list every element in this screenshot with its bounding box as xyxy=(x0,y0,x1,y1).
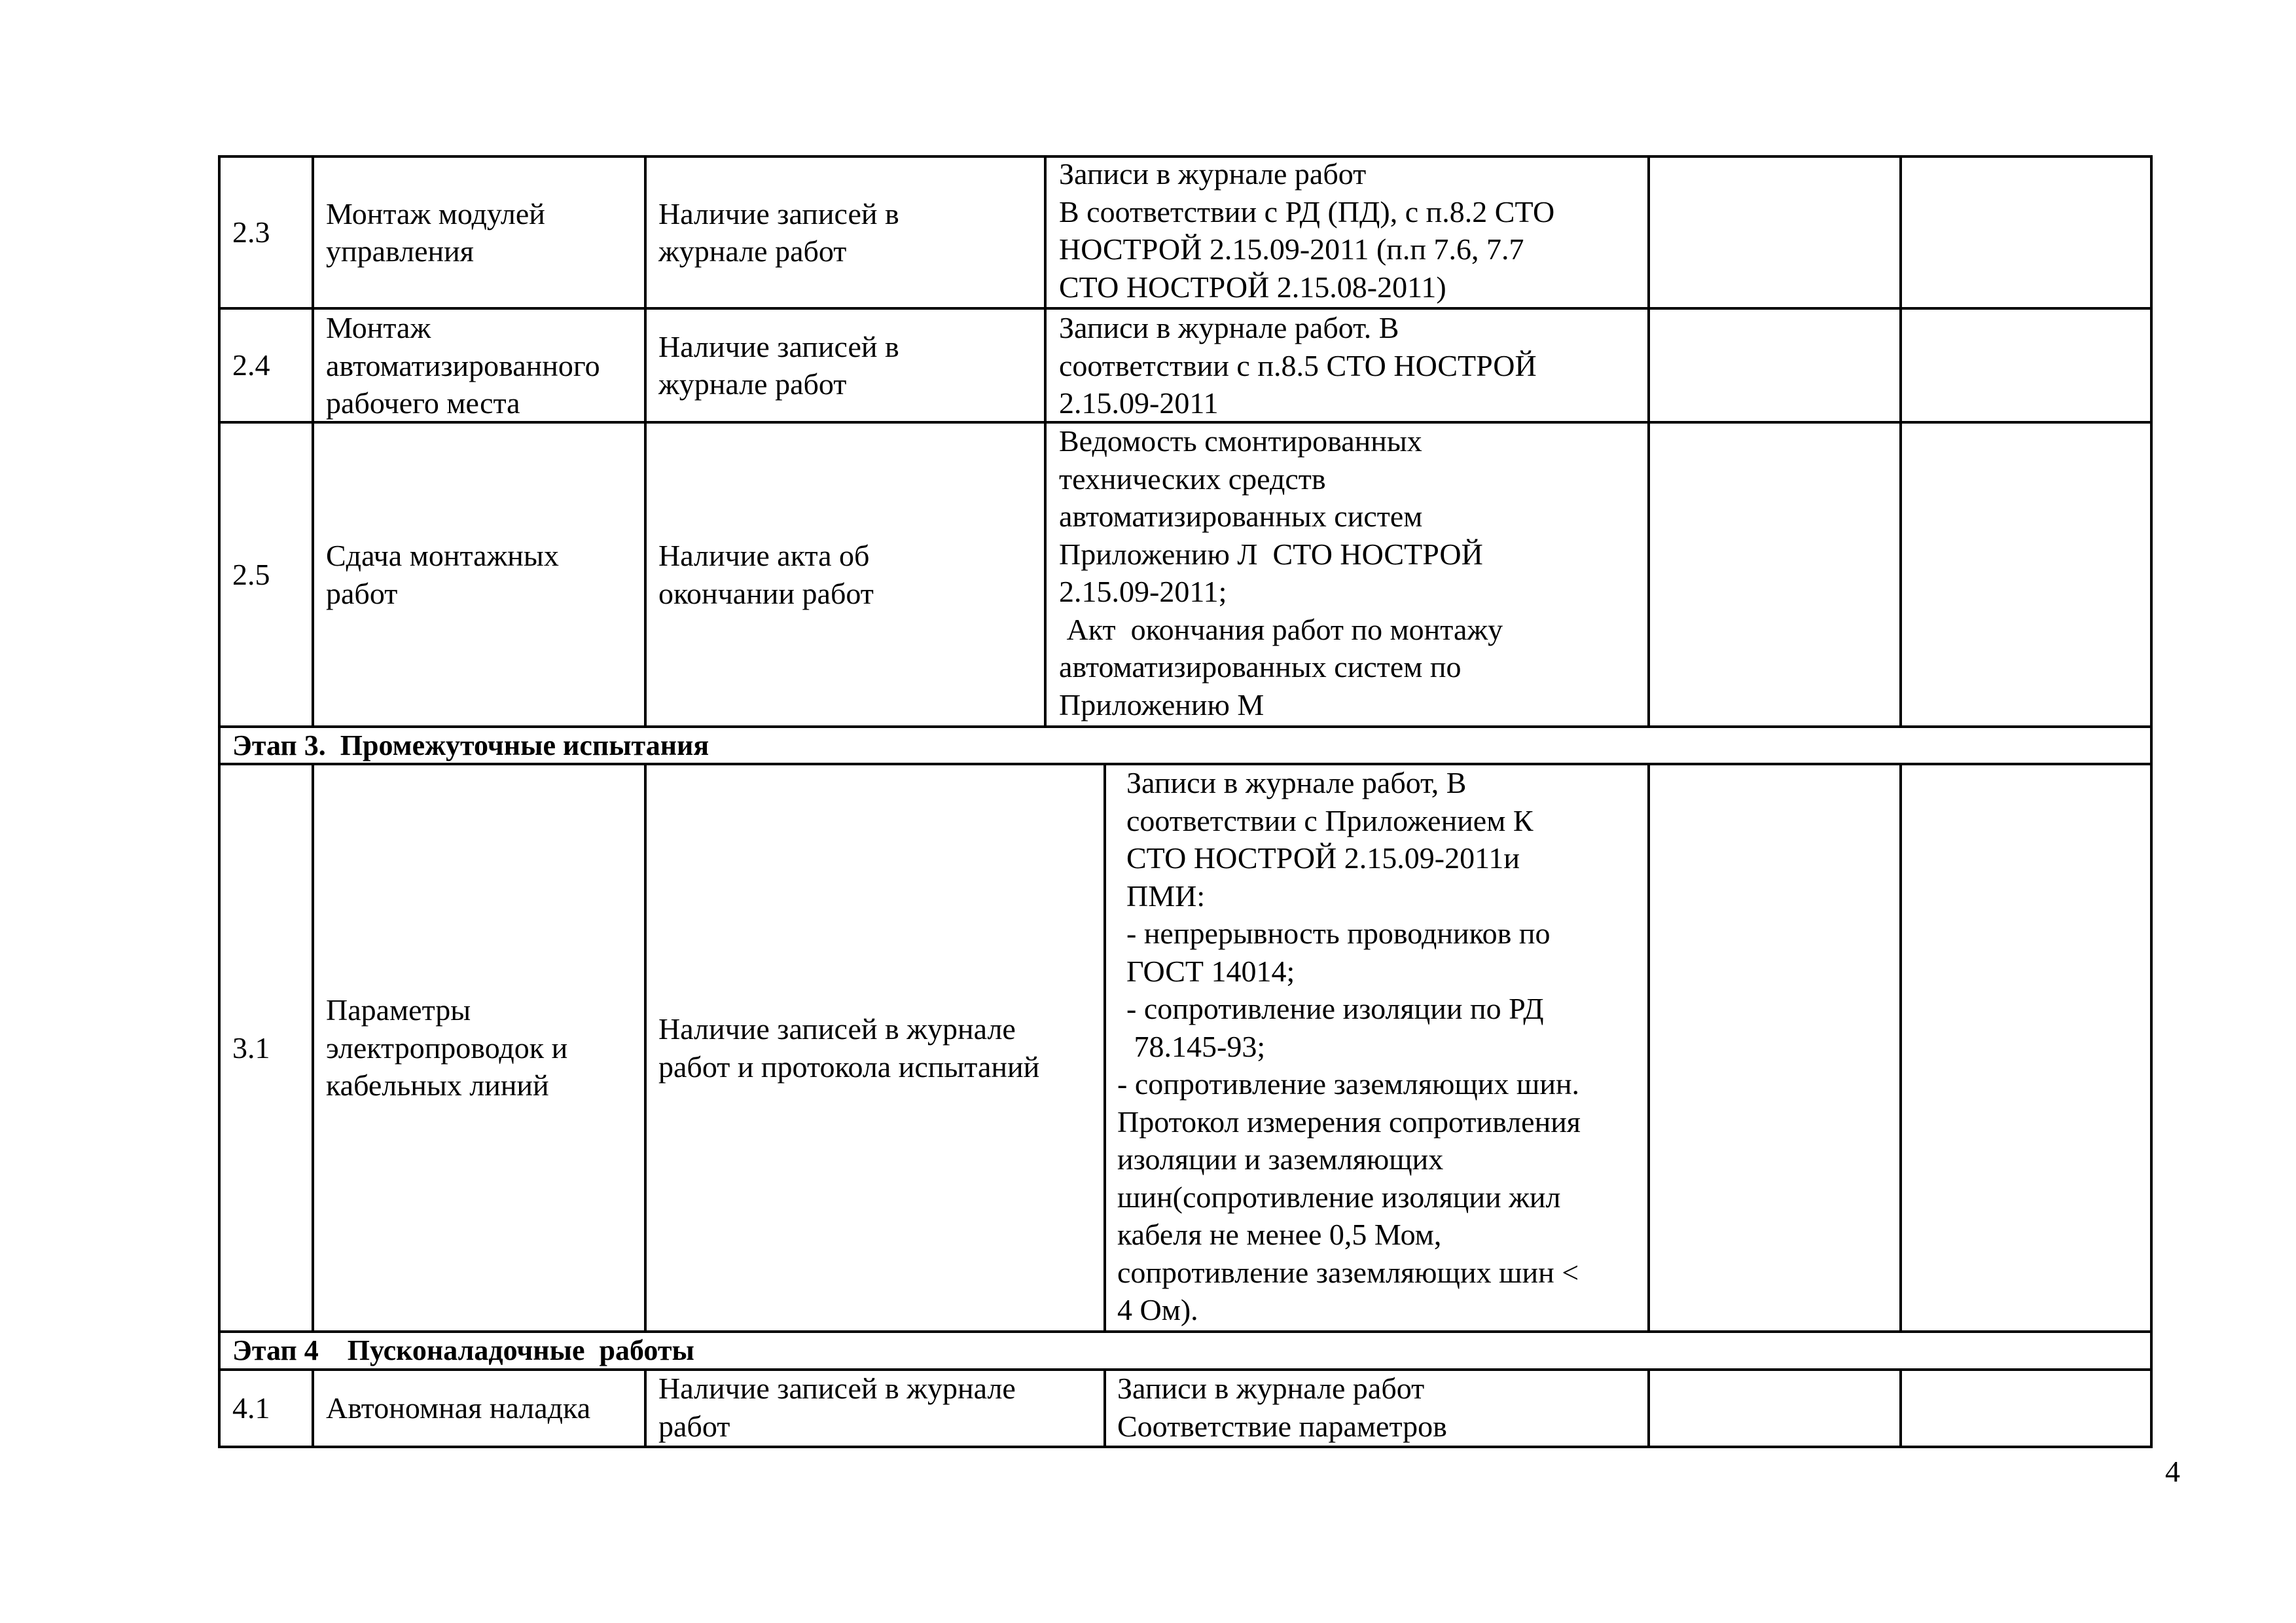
work-name: Сдача монтажных работ xyxy=(326,539,559,610)
table-rule xyxy=(1103,763,1106,1332)
work-name: Автономная наладка xyxy=(326,1391,591,1425)
table-rule xyxy=(2150,155,2153,1448)
control-criterion: Наличие записей в журнале работ и протокола испытаний xyxy=(658,1012,1040,1084)
work-name: Монтаж модулей управления xyxy=(326,196,545,268)
row-number: 2.3 xyxy=(232,215,270,249)
table-rule xyxy=(312,763,314,1332)
table-rule xyxy=(644,155,647,727)
table-rule xyxy=(312,155,314,727)
page-number: 4 xyxy=(2165,1455,2180,1488)
control-criterion: Наличие записей в журнале работ xyxy=(658,1372,1016,1443)
stage-heading: Этап 3. Промежуточные испытания xyxy=(232,729,709,761)
row-number: 2.5 xyxy=(232,557,270,591)
table-rule xyxy=(1647,155,1650,727)
row-number: 3.1 xyxy=(232,1030,270,1065)
documentation: - сопротивление заземляющих шин. Протокол измерения сопротивления изоляции и заземляющих шин(сопротивление изоляции жил кабеля не менее 0,5 Мом, сопротивление заземляющих шин < 4 Ом). xyxy=(1117,1067,1581,1326)
documentation: Ведомость смонтированных технических средств автоматизированных систем Приложению Л СТО НОСТРОЙ 2.15.09-2011; Акт окончания работ по монтажу автоматизированных систем по Приложению М xyxy=(1059,424,1503,721)
documentation: Записи в журнале работ. В соответствии с п.8.5 СТО НОСТРОЙ 2.15.09-2011 xyxy=(1059,311,1537,420)
table-rule xyxy=(1899,763,1902,1332)
table-rule xyxy=(1647,1368,1650,1448)
inspection-table xyxy=(218,155,2153,1448)
row-number: 2.4 xyxy=(232,348,270,382)
table-rule xyxy=(218,1446,2153,1448)
documentation: Записи в журнале работ В соответствии с РД (ПД), с п.8.2 СТО НОСТРОЙ 2.15.09-2011 (п.п 7.6, 7.7 СТО НОСТРОЙ 2.15.08-2011) xyxy=(1059,157,1555,304)
table-rule xyxy=(1044,155,1047,727)
table-rule xyxy=(1899,155,1902,727)
table-rule xyxy=(312,1368,314,1448)
table-rule xyxy=(1647,763,1650,1332)
work-name: Параметры электропроводок и кабельных линий xyxy=(326,993,568,1103)
control-criterion: Наличие записей в журнале работ xyxy=(658,329,899,401)
stage-heading: Этап 4 Пусконаладочные работы xyxy=(232,1334,694,1367)
table-rule xyxy=(218,155,221,1448)
table-rule xyxy=(644,1368,647,1448)
table-rule xyxy=(1103,1368,1106,1448)
table-rule xyxy=(1899,1368,1902,1448)
control-criterion: Наличие акта об окончании работ xyxy=(658,539,874,610)
documentation: Записи в журнале работ, В соответствии с Приложением К СТО НОСТРОЙ 2.15.09-2011и ПМИ: - непрерывность проводников по ГОСТ 14014; - сопротивление изоляции по РД 78.145-93; xyxy=(1126,766,1551,1063)
work-name: Монтаж автоматизированного рабочего места xyxy=(326,311,600,420)
row-number: 4.1 xyxy=(232,1391,270,1425)
table-rule xyxy=(644,763,647,1332)
documentation: Записи в журнале работ Соответствие параметров xyxy=(1117,1372,1447,1443)
control-criterion: Наличие записей в журнале работ xyxy=(658,196,899,268)
